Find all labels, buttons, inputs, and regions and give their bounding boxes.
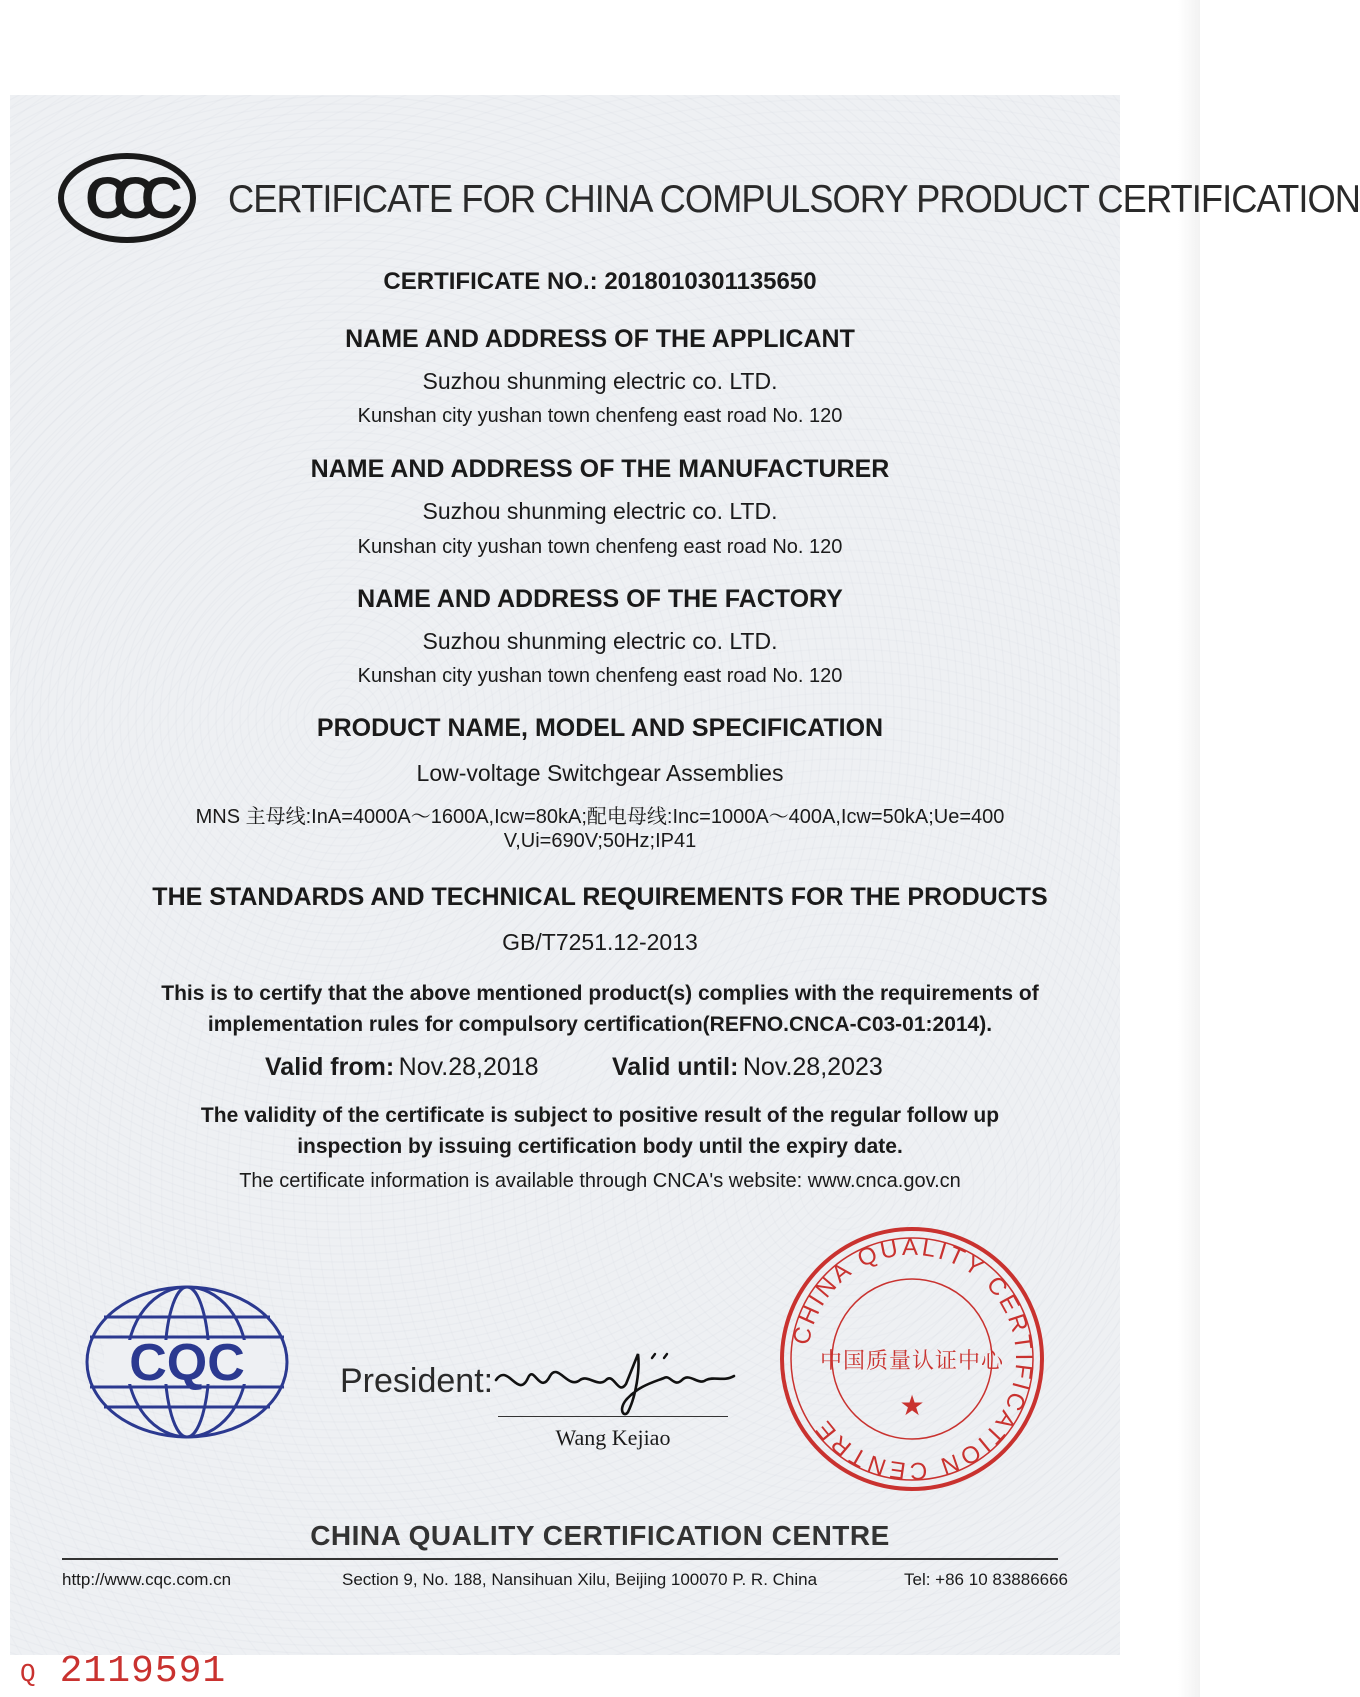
standards-heading: THE STANDARDS AND TECHNICAL REQUIREMENTS FOR THE PRODUCTS [152, 883, 1048, 911]
valid-until [612, 1053, 883, 1082]
website-note: The certificate information is available through CNCA's website: www.cnca.gov.cn [239, 1170, 961, 1192]
signature-image [488, 1340, 738, 1420]
factory-heading: NAME AND ADDRESS OF THE FACTORY [357, 585, 843, 613]
signature-line [498, 1416, 728, 1417]
valid-from [265, 1053, 539, 1082]
serial-prefix: Q [20, 1659, 36, 1689]
footer-url[interactable]: http://www.cqc.com.cn [62, 1570, 232, 1589]
seal-outer-text: CHINA QUALITY CERTIFICATION CENTRE [787, 1233, 1038, 1485]
manufacturer-heading: NAME AND ADDRESS OF THE MANUFACTURER [310, 455, 890, 483]
svg-text:★: ★ [899, 1389, 925, 1422]
certificate-number-label: CERTIFICATE NO.: [383, 268, 598, 295]
valid-from-date: Nov.28,2018 [398, 1053, 539, 1081]
applicant-heading: NAME AND ADDRESS OF THE APPLICANT [345, 325, 855, 353]
certify-line-1: This is to certify that the above mentioned product(s) complies with the requirements of [161, 982, 1039, 1005]
valid-until-label: Valid until: [612, 1053, 739, 1081]
product-spec-line1: MNS 主母线:InA=4000A～1600A,Icw=80kA;配电母线:Inc=1000A～400A,Icw=50kA;Ue=400 [195, 806, 1005, 828]
footer-address: Section 9, No. 188, Nansihuan Xilu, Beijing 100070 P. R. China [342, 1570, 818, 1589]
signer-name: Wang Kejiao [555, 1425, 671, 1450]
applicant-address: Kunshan city yushan town chenfeng east road No. 120 [357, 405, 843, 427]
document-title: CERTIFICATE FOR CHINA COMPULSORY PRODUCT CERTIFICATION [228, 178, 1360, 221]
issuer-name: CHINA QUALITY CERTIFICATION CENTRE [310, 1520, 890, 1551]
factory-address: Kunshan city yushan town chenfeng east road No. 120 [357, 665, 843, 687]
validity-line-1: The validity of the certificate is subject to positive result of the regular follow up [200, 1104, 1000, 1127]
validity-line-2: inspection by issuing certification body until the expiry date. [297, 1135, 903, 1158]
applicant-name: Suzhou shunming electric co. LTD. [422, 368, 778, 394]
footer-divider [62, 1558, 1058, 1560]
validity-statement [0, 1100, 1200, 1162]
valid-from-label: Valid from: [265, 1053, 395, 1081]
ccc-logo [57, 152, 197, 244]
certificate-number-value: 2018010301135650 [604, 268, 817, 295]
serial-value: 2119591 [59, 1650, 227, 1693]
svg-text:CCC: CCC [85, 166, 169, 231]
footer-telephone: Tel: +86 10 83886666 [904, 1570, 1069, 1589]
product-heading: PRODUCT NAME, MODEL AND SPECIFICATION [316, 714, 884, 742]
certificate-number [0, 268, 1200, 296]
manufacturer-name: Suzhou shunming electric co. LTD. [422, 498, 778, 524]
certify-line-2: implementation rules for compulsory certification(REFNO.CNCA-C03-01:2014). [207, 1013, 993, 1036]
factory-name: Suzhou shunming electric co. LTD. [422, 628, 778, 654]
product-spec-line2: V,Ui=690V;50Hz;IP41 [503, 830, 697, 852]
standards-value: GB/T7251.12-2013 [502, 929, 698, 955]
serial-number [20, 1650, 226, 1693]
manufacturer-address: Kunshan city yushan town chenfeng east road No. 120 [357, 536, 843, 558]
product-name: Low-voltage Switchgear Assemblies [416, 760, 784, 786]
valid-until-date: Nov.28,2023 [742, 1053, 883, 1081]
certify-statement [0, 978, 1200, 1040]
official-seal [778, 1225, 1046, 1493]
president-label: President: [340, 1362, 494, 1400]
svg-text:CQC: CQC [129, 1334, 245, 1392]
seal-inner-text: 中国质量认证中心 [819, 1349, 1005, 1374]
cqc-globe-logo [82, 1282, 292, 1442]
